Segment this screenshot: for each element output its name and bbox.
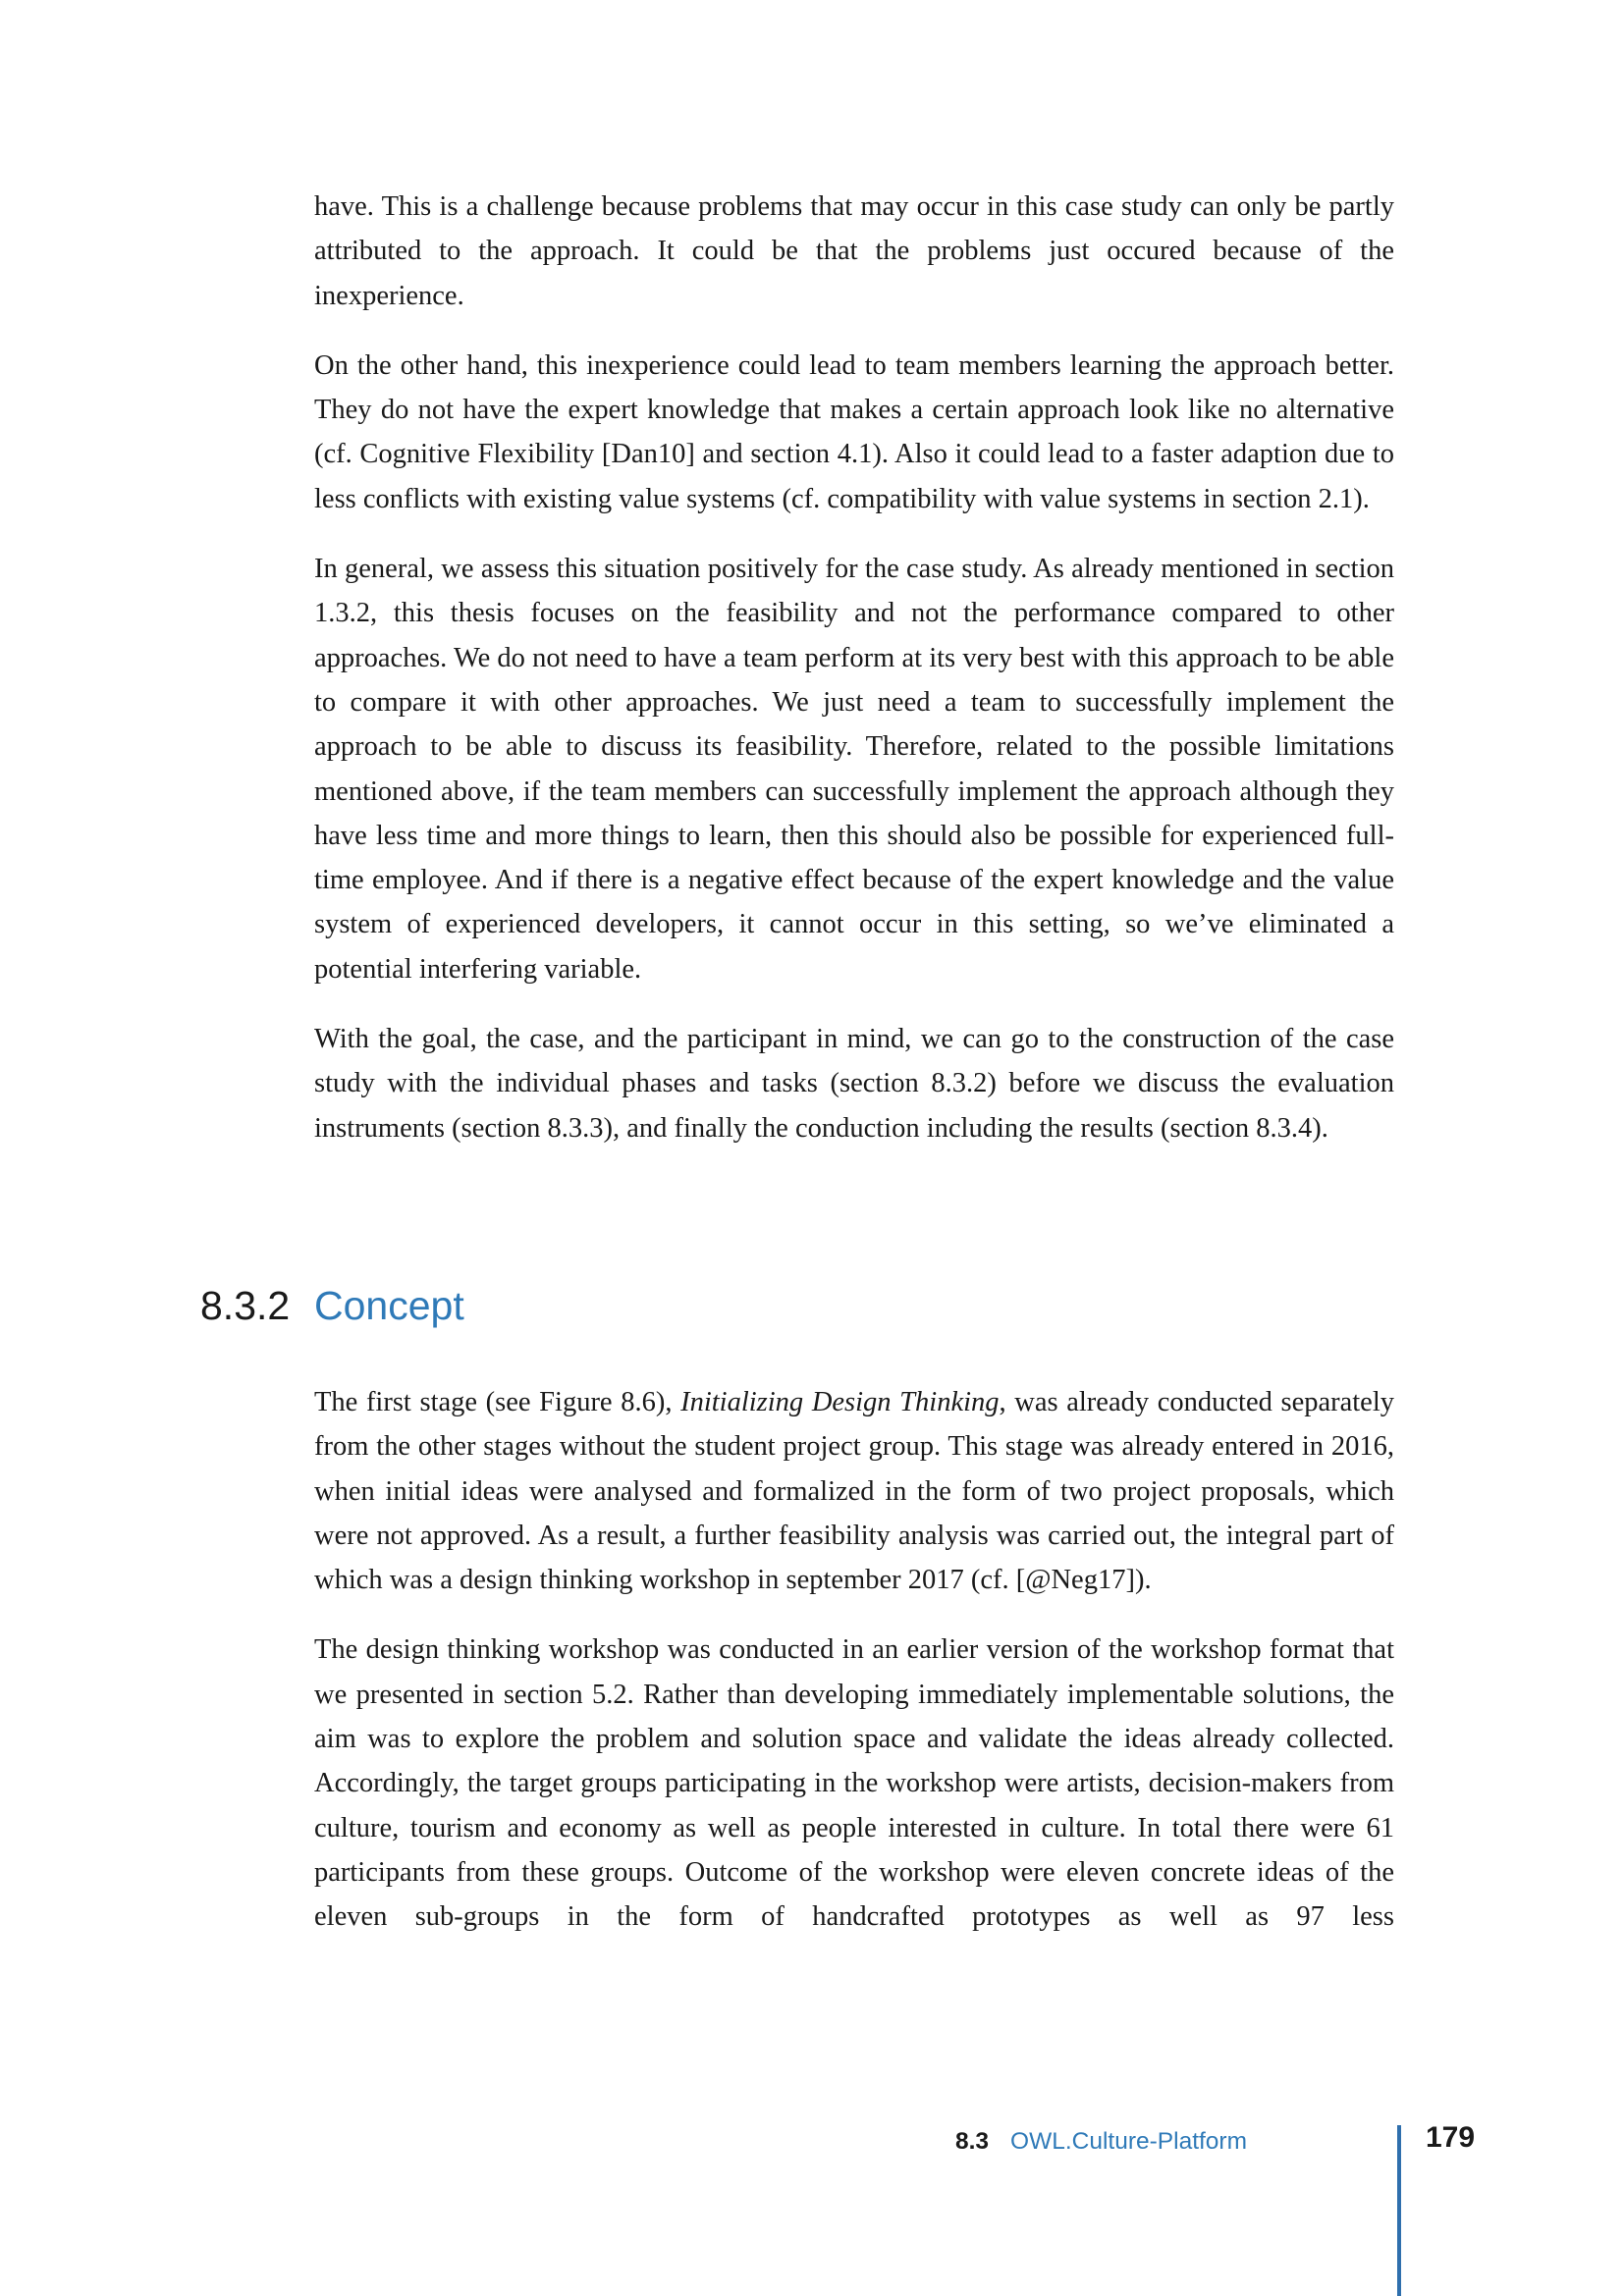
footer-section-title: OWL.Culture-Platform: [1010, 2128, 1247, 2155]
paragraph: The design thinking workshop was conducted in an earlier version of the workshop format that we presented in section 5.2. Rather than developing immediately implementable solutions, the aim was to explore the problem and solution space and validate the ideas already collected. Accordingly, the target groups participating in the workshop were artists, decision-makers from culture, tourism and economy as well as people interested in culture. In total there were 61 participants from these groups. Outcome of the workshop were eleven concrete ideas of the eleven sub-groups in the form of handcrafted prototypes as well as 97 less: [314, 1634, 1394, 1933]
running-footer: [955, 2122, 1247, 2162]
paragraph: [314, 1380, 1394, 1602]
paragraph-text: The first stage (see Figure 8.6),: [314, 1387, 681, 1417]
footer-divider: [1397, 2125, 1401, 2296]
emphasis-stage-name: Initializing Design Thinking: [680, 1387, 1000, 1417]
paragraph-text: , was already conducted separately from the other stages without the student project group. This stage was already entered in 2016, when initial ideas were analysed and formalized in the form of two project proposals, which were not approved. As a result, a further feasibility analysis was carried out, the integral part of which was a design thinking workshop in september 2017 (cf. [@Neg17]).: [314, 1387, 1394, 1596]
paragraph: In general, we assess this situation positively for the case study. As already mentioned in section 1.3.2, this thesis focuses on the feasibility and not the performance compared to other approaches. We do not need to have a team perform at its very best with this approach to be able to compare it with other approaches. We just need a team to successfully implement the approach to be able to discuss its feasibility. Therefore, related to the possible limitations mentioned above, if the team members can successfully implement the approach although they have less time and more things to learn, then this should also be possible for experienced full-time employee. And if there is a negative effect because of the expert knowledge and the value system of experienced developers, it cannot occur in this setting, so we’ve eliminated a potential interfering variable.: [314, 554, 1394, 985]
page-number: 179: [1426, 2121, 1476, 2154]
paragraph: have. This is a challenge because problems that may occur in this case study can only be partly attributed to the approach. It could be that the problems just occured because of the inexperience.: [314, 191, 1394, 311]
paragraph: On the other hand, this inexperience could lead to team members learning the approach better. They do not have the expert knowledge that makes a certain approach look like no alternative (cf. Cognitive Flexibility [Dan10] and section 4.1). Also it could lead to a faster adaption due to less conflicts with existing value systems (cf. compatibility with value systems in section 2.1).: [314, 349, 1394, 514]
section-number: 8.3.2: [200, 1283, 291, 1328]
body-text-top: [314, 185, 1394, 1176]
paragraph: With the goal, the case, and the participant in mind, we can go to the construction of the case study with the individual phases and tasks (section 8.3.2) before we discuss the evaluation instruments (section 8.3.3), and finally the conduction including the results (section 8.3.4).: [314, 1024, 1394, 1144]
section-title: Concept: [314, 1283, 464, 1328]
section-heading: [200, 1276, 464, 1335]
footer-section-number: 8.3: [954, 2128, 990, 2155]
body-text-bottom: [314, 1380, 1394, 1965]
